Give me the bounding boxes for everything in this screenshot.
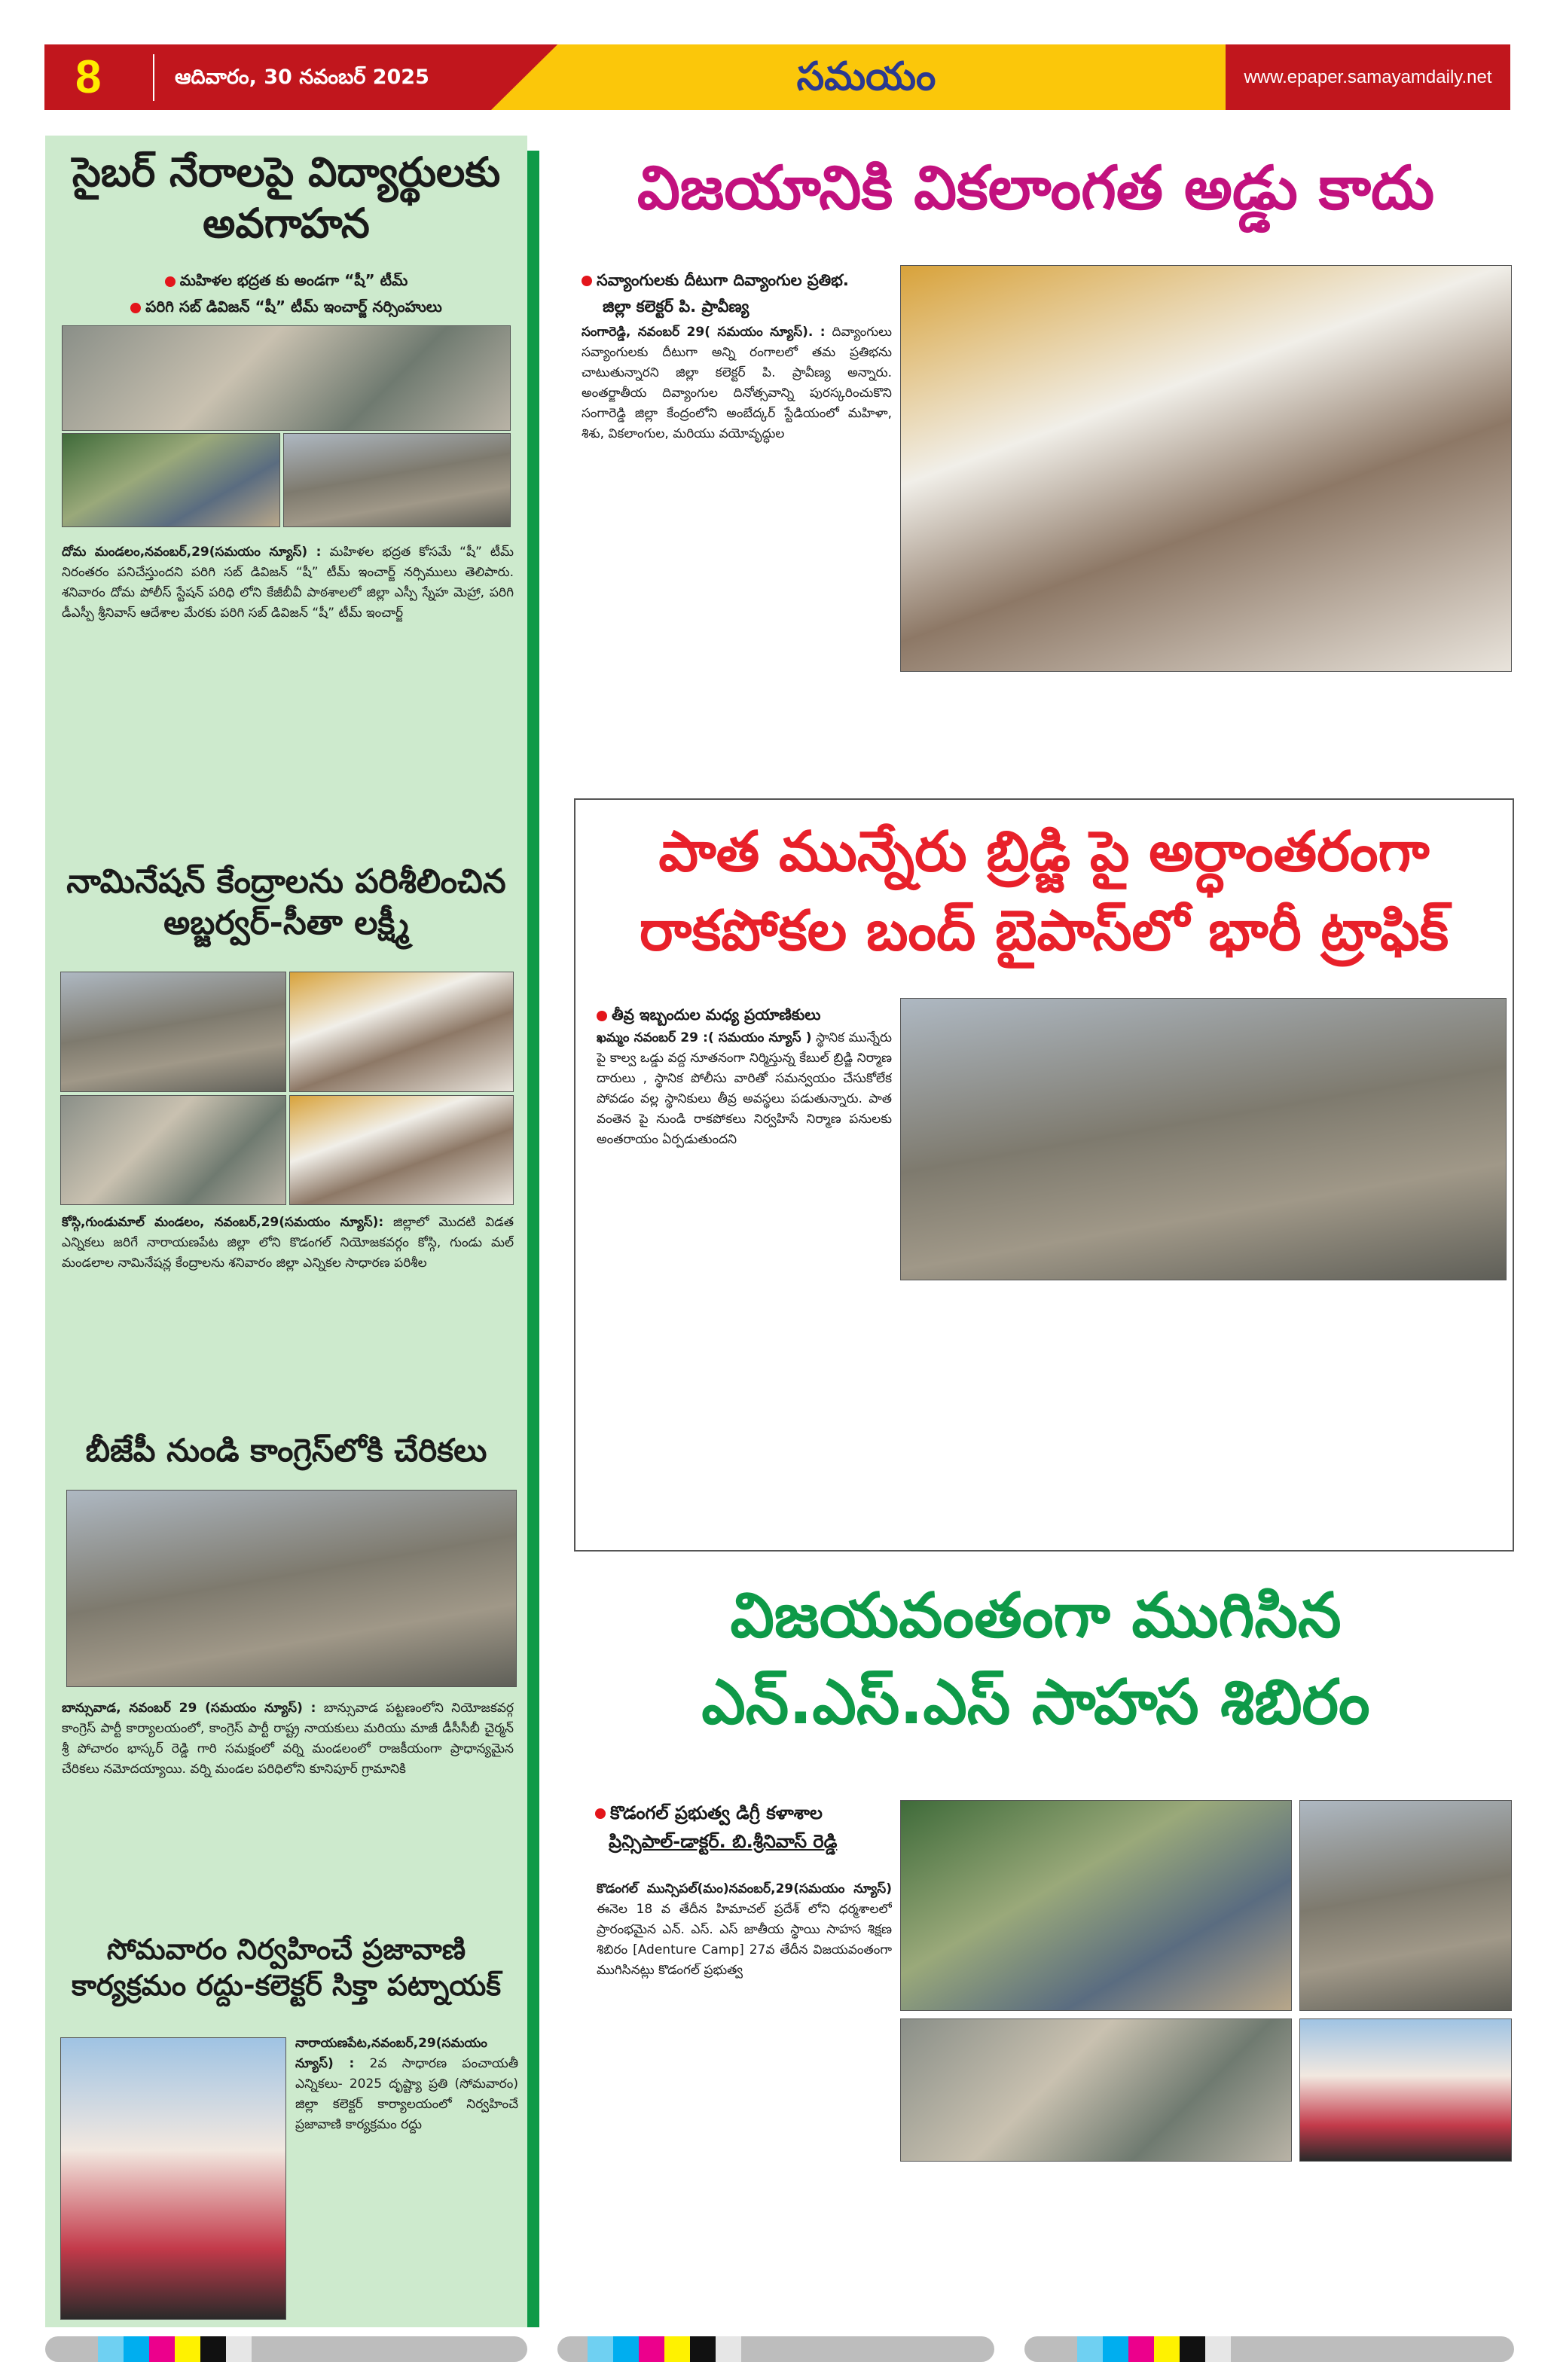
photo-nss-group (900, 1800, 1292, 2011)
article-body: నారాయణపేట,నవంబర్,29(సమయం న్యూస్) : 2వ సాధారణ పంచాయతీ ఎన్నికలు- 2025 దృష్ట్యా ప్రతి (సోమవారం) జిల్లా కలెక్టర్ కార్యాలయంలో నిర్వహించే ప్రజావాణి కార్యక్రమం రద్దు (295, 2036, 518, 2132)
cmyk-swatches (98, 2336, 252, 2362)
bullet-icon (130, 303, 141, 313)
photo-students (283, 433, 511, 527)
photo-observer (289, 1095, 514, 1205)
subheading: కొడంగల్ ప్రభుత్వ డిగ్రీ కళాశాల (595, 1800, 896, 1826)
subheading: పరిగి సబ్ డివిజన్ “షీ” టీమ్ ఇంచార్జ్ నర్సింహులు (45, 294, 527, 319)
bullet-icon (595, 1808, 606, 1819)
headline-bridge-line2: రాకపోకల బంద్ బైపాస్‌లో భారీ ట్రాఫిక్ (639, 899, 1449, 963)
bullet-icon (582, 276, 592, 286)
subheading: ప్రిన్సిపాల్-డాక్టర్. బి.శ్రీనివాస్ రెడ్డి (609, 1831, 838, 1852)
article-body: కోస్గి,గుండుమాల్ మండలం, నవంబర్,29(సమయం న్యూస్): జిల్లాలో మొదటి విడత ఎన్నికలు జరిగే నారాయణపేట జిల్లా లోని కొడంగల్ నియోజకవర్గం కోస్గి, గుండు మల్ మండలాల నామినేషన్ల కేంద్రాలను శనివారం జిల్లా ఎన్నికల సాధారణ పరిశీల (62, 1215, 514, 1271)
subheading: జిల్లా కలెక్టర్ పి. ప్రావీణ్య (603, 298, 749, 316)
website-link[interactable]: www.epaper.samayamdaily.net (1226, 44, 1510, 110)
photo-congress-joining (66, 1490, 517, 1687)
headline-nomination-centers: నామినేషన్ కేంద్రాలను పరిశీలించిన అబ్జర్వర్-సీతా లక్ష్మీ (66, 862, 506, 942)
bullet-icon (165, 276, 176, 287)
photo-zipline (900, 2018, 1292, 2162)
headline-nss-line2: ఎన్.ఎస్.ఎస్ సాహస శిబిరం (701, 1667, 1370, 1738)
photo-she-team-event (62, 325, 511, 431)
column-divider (527, 151, 539, 2327)
photo-collector-at-event (900, 265, 1512, 672)
headline-cyber-crime: సైబర్ నేరాలపై విద్యార్థులకు అవగాహన (72, 148, 501, 247)
bullet-icon (597, 1011, 607, 1021)
photo-nomination-center (60, 972, 286, 1092)
photo-flag-on-mountain (1299, 2018, 1512, 2162)
article-body: దోమ మండలం,నవంబర్,29(సమయం న్యూస్) : మహిళల భద్రత కోసమే “షీ” టీమ్ నిరంతరం పనిచేస్తుందని పరిగి సబ్ డివిజన్ “షీ” టీమ్ ఇంచార్జ్ నర్సిములు తెలిపారు. శనివారం దోమ పోలీస్ స్టేషన్ పరిధి లోని కేజీబీవీ పాఠశాలలో జిల్లా ఎస్పీ స్నేహ మెహ్రా, పరిగి డీఎస్పీ శ్రీనివాస్ ఆదేశాల మేరకు పరిగి సబ్ డివిజన్ “షీ” టీమ్ ఇంచార్జ్ (62, 545, 514, 621)
photo-rock-climbing (1299, 1800, 1512, 2011)
photo-collector-portrait (60, 2037, 286, 2320)
headline-disability: విజయానికి వికలాంగత అడ్డు కాదు (637, 153, 1435, 223)
masthead-logo: సమయం (796, 54, 936, 99)
subheading: మహిళల భద్రత కు అండగా “షీ” టీమ్ (45, 267, 527, 293)
header-divider (153, 54, 154, 101)
photo-nomination-center (289, 972, 514, 1092)
article-body: బాన్సువాడ, నవంబర్ 29 (సమయం న్యూస్) : బాన్సువాడ పట్టణంలోని నియోజకవర్గ కాంగ్రెస్ పార్టీ కార్యాలయంలో, కాంగ్రెస్ పార్టీ రాష్ట్ర నాయకులు మరియు మాజీ డీసీసీబీ చైర్మన్ శ్రీ పోచారం భాస్కర్ రెడ్డి గారి సమక్షంలో వర్ని మండలంలో రాజకీయంగా ప్రాధాన్యమైన చేరికలు నమోదయ్యాయి. వర్ని మండల పరిధిలోని కూనిపూర్ గ్రామానికి (62, 1701, 514, 1777)
article-body: ఖమ్మం నవంబర్ 29 :( సమయం న్యూస్ ) స్థానిక మున్నేరు పై కాల్వ ఒడ్డు వద్ద నూతనంగా నిర్మిస్తున్న కేబుల్ బ్రిడ్జి నిర్మాణ దారులు , స్థానిక పోలీసు వారితో సమన్వయం చేసుకోలేక పోవడం వల్ల స్థానికులు తీవ్ర అవస్థలు పడుతున్నారు. పాత వంతెన పై నుండి రాకపోకలు నిర్వహిసే నిర్మాణ పనులకు అంతరాయం ఏర్పడుతుందని (597, 1030, 892, 1147)
subheading: సవ్యాంగులకు దీటుగా దివ్యాంగుల ప్రతిభ. (582, 267, 898, 293)
headline-prajavani-cancelled: సోమవారం నిర్వహించే ప్రజావాణి కార్యక్రమం రద్దు-కలెక్టర్ సిక్తా పట్నాయక్ (71, 1933, 502, 2002)
headline-bjp-to-congress: బీజేపీ నుండి కాంగ్రెస్‌లోకి చేరికలు (85, 1432, 487, 1469)
issue-date: ఆదివారం, 30 నవంబర్ 2025 (175, 66, 429, 89)
photo-students (62, 433, 280, 527)
subheading: తీవ్ర ఇబ్బందుల మధ్య ప్రయాణికులు (597, 1002, 898, 1027)
article-body: కొడంగల్ మున్సిపల్(మం)నవంబర్,29(సమయం న్యూస్) ఈనెల 18 వ తేదీన హిమాచల్ ప్రదేశ్ లోని ధర్మశాలలో ప్రారంభమైన ఎన్. ఎస్. ఎస్ జాతీయ స్థాయి సాహస శిక్షణ శిబిరం [Adenture Camp] 27వ తేదీన విజయవంతంగా ముగిసినట్లు కొడంగల్ ప్రభుత్వ (597, 1881, 892, 1978)
article-body: సంగారెడ్డి, నవంబర్ 29( సమయం న్యూస్). : దివ్యాంగులు సవ్యాంగులకు దీటుగా అన్ని రంగాలలో తమ ప్రతిభను చాటుతున్నారని జిల్లా కలెక్టర్ పి. ప్రావీణ్య అన్నారు. అంతర్జాతీయ దివ్యాంగుల దినోత్సవాన్ని పురస్కరించుకొని సంగారెడ్డి జిల్లా కేంద్రంలోని అంబేద్కర్ స్టేడియంలో మహిళా, శిశు, వికలాంగుల, మరియు వయోవృద్ధుల (582, 325, 892, 441)
headline-nss-line1: విజయవంతంగా ముగిసిన (730, 1580, 1342, 1652)
photo-traffic-jam (900, 998, 1507, 1280)
cmyk-swatches (588, 2336, 741, 2362)
headline-bridge-line1: పాత మున్నేరు బ్రిడ్జి పై అర్ధాంతరంగా (658, 819, 1430, 884)
photo-observer (60, 1095, 286, 1205)
cmyk-swatches (1077, 2336, 1231, 2362)
page-number: 8 (75, 51, 102, 103)
